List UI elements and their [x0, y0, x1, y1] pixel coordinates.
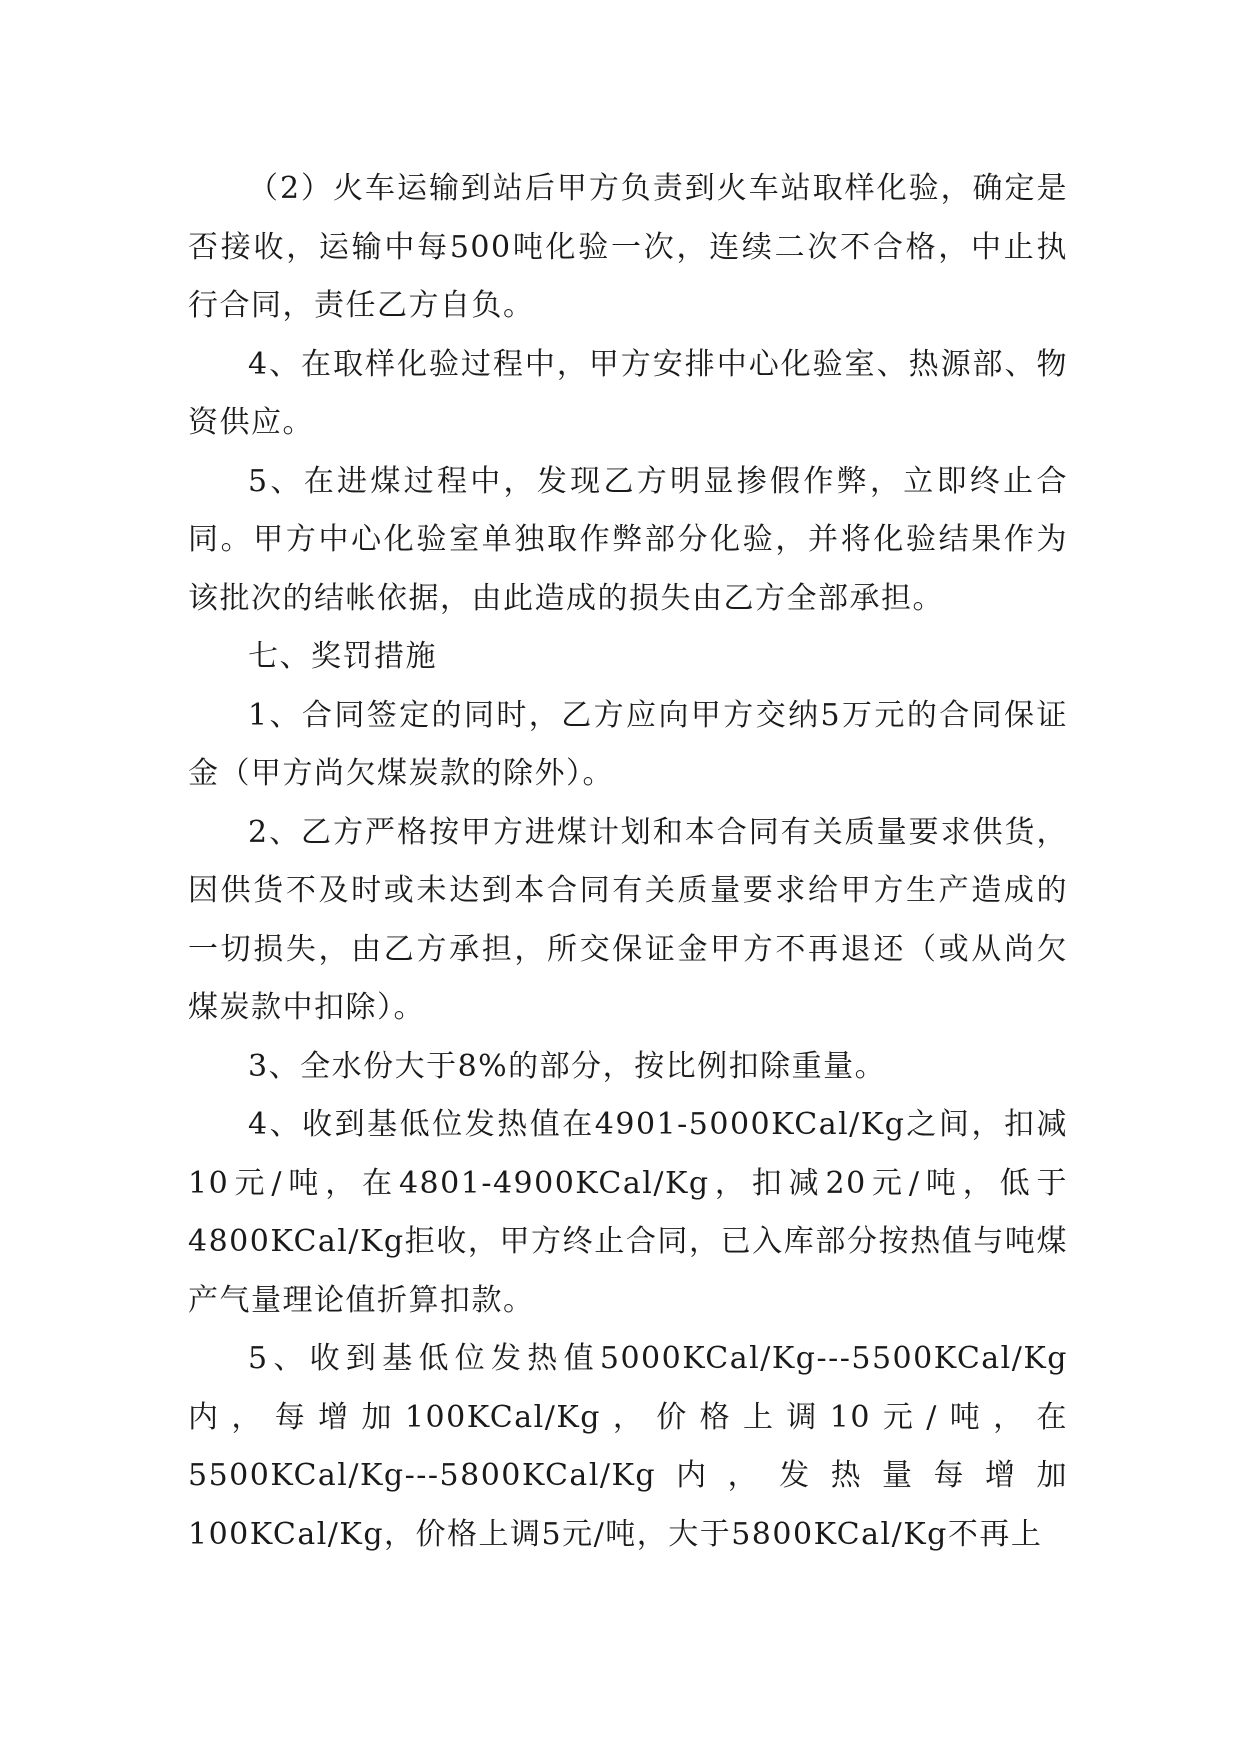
section-heading-rewards-penalties: 七、奖罚措施 — [248, 639, 437, 674]
paragraph-deposit: 1、合同签定的同时，乙方应向甲方交纳5万元的合同保证金（甲方尚欠煤炭款的除外）。 — [188, 697, 1068, 791]
paragraph-train-sampling: （2）火车运输到站后甲方负责到火车站取样化验，确定是否接收，运输中每500吨化验一次，连续二次不合格，中止执行合同，责任乙方自负。 — [188, 171, 1068, 323]
paragraph-supply-losses: 2、乙方严格按甲方进煤计划和本合同有关质量要求供货，因供货不及时或未达到本合同有关质量要求给甲方生产造成的一切损失，由乙方承担，所交保证金甲方不再退还（或从尚欠煤炭款中扣除）。 — [188, 814, 1068, 1025]
paragraph-sampling-process: 4、在取样化验过程中，甲方安排中心化验室、热源部、物资供应。 — [188, 346, 1068, 440]
paragraph-moisture-deduction: 3、全水份大于8%的部分，按比例扣除重量。 — [248, 1048, 887, 1084]
document-body — [188, 160, 1068, 1564]
paragraph-fraud-termination: 5、在进煤过程中，发现乙方明显掺假作弊，立即终止合同。甲方中心化验室单独取作弊部分化验，并将化验结果作为该批次的结帐依据，由此造成的损失由乙方全部承担。 — [188, 463, 1068, 616]
paragraph-calorific-deduction: 4、收到基低位发热值在4901-5000KCal/Kg之间，扣减10元/吨，在4801-4900KCal/Kg，扣减20元/吨，低于4800KCal/Kg拒收，甲方终止合同，已入库部分按热值与吨煤产气量理论值折算扣款。 — [188, 1107, 1068, 1318]
paragraph-calorific-price-increase: 5、收到基低位发热值5000KCal/Kg---5500KCal/Kg内，每增加100KCal/Kg，价格上调10元/吨，在5500KCal/Kg---5800KCal/Kg内，发热量每增加100KCal/Kg，价格上调5元/吨，大于5800KCal/Kg不再上 — [188, 1341, 1068, 1552]
